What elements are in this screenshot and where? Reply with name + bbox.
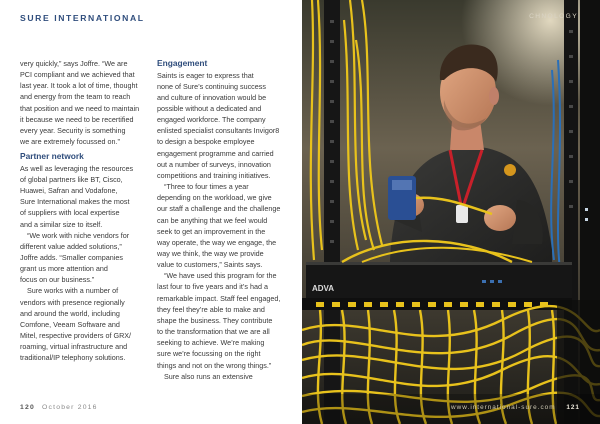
page-number-left: 120 — [20, 404, 35, 411]
section-tag: CHNOLOGY — [529, 13, 578, 20]
text-line: that position and we need to maintain — [20, 103, 140, 113]
text-line: Joffre adds. “Smaller companies — [20, 253, 123, 262]
text-line: and culture of innovation would be — [157, 92, 267, 102]
text-line: focus on our business.” — [20, 275, 95, 285]
text-line: shape the business. They contribute — [157, 315, 273, 325]
text-line: seek to get an improvement in the — [157, 226, 266, 236]
text-line: of global partners like BT, Cisco, — [20, 174, 123, 184]
text-line: competitions and training initiatives. — [157, 170, 271, 180]
text-line: to design a bespoke employee — [157, 137, 255, 147]
text-line: last year. It took a lot of time, thought — [20, 81, 138, 91]
text-line: they feel they’re able to make and — [157, 304, 265, 314]
text-line: out a number of surveys, innovation — [157, 159, 271, 169]
text-line: value to customers,” Saints says. — [157, 260, 263, 270]
text-column-right — [157, 58, 285, 382]
text-line: sure we’re focussing on the right — [157, 349, 261, 359]
text-line: remarkable impact. Staff feel engaged, — [157, 293, 281, 303]
masthead: SURE INTERNATIONAL — [20, 13, 145, 23]
text-line: “We work with niche vendors for — [27, 230, 130, 240]
text-line: of suppliers with local expertise — [20, 208, 120, 218]
issue-date: October 2016 — [42, 404, 98, 411]
paragraph — [157, 270, 285, 370]
text-line: “We have used this program for the — [164, 271, 277, 281]
text-line: way operate, the way we engage, the — [157, 237, 277, 247]
text-line: none of Sure’s continuing success — [157, 81, 266, 91]
text-line: “Three to four times a year — [164, 182, 249, 192]
text-line: enlisted specialist consultants Invigor8 — [157, 126, 280, 136]
text-line: Mitel, respective providers of GRX/ — [20, 331, 132, 341]
text-line: it because we need to be recertified — [20, 114, 134, 124]
text-line: Saints is eager to express that — [157, 70, 254, 80]
text-line: can be anything that we feel would — [157, 215, 268, 225]
folio-right — [451, 404, 580, 411]
text-line: traditional/IP telephony solutions. — [20, 353, 126, 363]
subheading-engagement: Engagement — [157, 58, 208, 68]
text-line: engaged workforce. The company — [157, 115, 266, 125]
text-line: way we think, the way we provide — [157, 249, 264, 258]
text-line: depending on the workload, we give — [157, 193, 272, 203]
text-line: things and not on the wrong things.” — [157, 360, 272, 370]
text-line: grant us more attention and — [20, 264, 108, 274]
text-line: PCI compliant and we achieved that — [20, 70, 135, 80]
website-url: www.international-sure.com — [451, 404, 556, 411]
text-line: different value added solutions,” — [20, 241, 122, 251]
text-line: Sure works with a number of — [27, 286, 119, 296]
text-column-left — [20, 58, 148, 364]
text-line: As well as leveraging the resources — [20, 163, 134, 173]
subheading-partner-network: Partner network — [20, 151, 84, 162]
text-line: every year. Security is something — [20, 125, 126, 135]
text-line: roaming, virtual infrastructure and — [20, 342, 128, 352]
text-line: last four to five years and it’s had a — [157, 282, 268, 292]
text-line: possible without a dedicated and — [157, 103, 262, 113]
text-line: to the transformation that we are all — [157, 327, 270, 337]
text-line: and a similar size to itself. — [20, 219, 103, 229]
text-line: Sure International makes the most — [20, 197, 130, 207]
text-line: Comfone, Veeam Software and — [20, 319, 120, 329]
text-line: Sure also runs an extensive — [164, 371, 253, 381]
text-line: engagement programme and carried — [157, 148, 274, 158]
folio-left — [20, 404, 98, 411]
text-line: our staff a challenge and the challenge — [157, 204, 281, 214]
paragraph — [20, 163, 148, 230]
paragraph — [157, 70, 285, 182]
technician-photo — [302, 0, 600, 424]
text-line: vendors with presence regionally — [20, 297, 125, 307]
paragraph — [157, 371, 285, 382]
text-line: and energy from the team to reach — [20, 92, 131, 102]
paragraph — [20, 285, 148, 363]
text-line: Huawei, Safran and Vodafone, — [20, 186, 118, 196]
right-page-photo — [302, 0, 600, 424]
paragraph — [20, 230, 148, 286]
paragraph — [157, 181, 285, 270]
panel-ports — [316, 302, 548, 307]
paragraph — [20, 58, 148, 147]
page-number-right: 121 — [566, 404, 580, 411]
device-brand-label: ADVA — [312, 284, 335, 293]
text-line: seeking to achieve. We’re making — [157, 338, 265, 348]
text-line: we are extremely focussed on.” — [20, 137, 120, 147]
text-line: and around the world, including — [20, 308, 120, 318]
text-line: very quickly,” says Joffre. “We are — [20, 59, 128, 68]
